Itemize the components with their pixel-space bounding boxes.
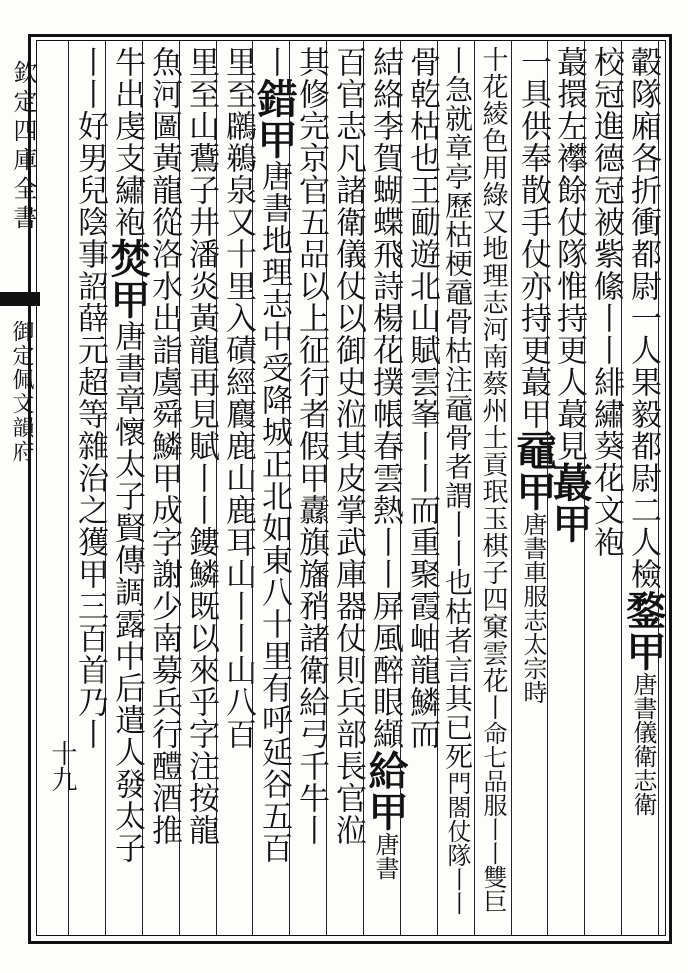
column-rule [547, 40, 548, 936]
headword: 錯甲 [251, 78, 298, 160]
column-rule [658, 40, 659, 936]
text-column [478, 46, 508, 913]
annotation-text: 命七品服丨丨雙巨 [479, 721, 507, 913]
annotation-text: 唐書儀衛志衛 [629, 672, 657, 816]
column-text: 其修完京官五品以上征行者假甲纛旗旛矟諸衛給弓千牛丨 [293, 46, 329, 846]
column-text: 轂隊廂各折衝都尉一人果毅都尉二人 [625, 46, 661, 558]
column-rule [621, 40, 622, 936]
text-column [362, 46, 409, 880]
column-rule [216, 40, 217, 936]
column-rule [363, 40, 364, 936]
text-column [620, 46, 667, 816]
fish-tail-mark [0, 292, 40, 306]
text-column [404, 46, 440, 750]
margin-book-title: 御定佩文韻府 [9, 320, 34, 464]
column-text: 里至山鷰子井潘炎黃龍再見賦丨丨鏤鱗既以來乎字注按龍 [183, 46, 219, 846]
text-column [293, 46, 329, 846]
column-text: 絛 [588, 270, 624, 302]
column-rule [326, 40, 327, 936]
column-rule [437, 40, 438, 936]
column-rule [179, 40, 180, 936]
column-text: 丨丨緋繡葵花文袍 [588, 302, 624, 558]
column-text: 結絡李賀蝴蝶飛詩楊花撲帳春雲熱丨丨屏風醉眼纈 [367, 46, 403, 750]
column-text: 丨 [256, 46, 292, 78]
column-text: 檢 [625, 558, 661, 590]
text-column [510, 46, 557, 704]
column-rule [474, 40, 475, 936]
column-rule [68, 40, 69, 936]
column-text: 丨丨好男兒 [72, 46, 108, 206]
column-text: 魚河圖黃龍從洛水出詣虞舜鱗甲成字謝少南募兵行醴酒推 [146, 46, 182, 846]
column-rule [105, 40, 106, 936]
folio-number: 十九 [47, 740, 77, 792]
column-rule [511, 40, 512, 936]
text-column [220, 46, 256, 750]
text-column [183, 46, 219, 846]
text-column [251, 46, 298, 864]
column-text: 丨急就章亭歷枯梗黿骨枯注黿骨者謂丨丨也枯者言其已死 [441, 46, 474, 771]
text-column [441, 46, 473, 915]
column-text: 蕞擐左襻餘仗隊惟持更人 [551, 46, 587, 398]
column-text: 唐書地理志中受降城正北如東八十里有呼延谷五百 [256, 160, 292, 864]
column-text: 陰事詔薛元超等雜治之獲甲三百首乃丨 [72, 206, 108, 750]
column-text: 十花綾色用綠又地理志河南蔡州土貢珉玉棋子四窠雲花丨 [478, 46, 508, 721]
column-text: 一具供奉散手仗亦持更蕞甲 [515, 46, 551, 430]
column-rule [289, 40, 290, 936]
headword: 給甲 [362, 750, 409, 832]
text-column [588, 46, 624, 558]
column-text: 蕞 [551, 398, 587, 430]
column-text: 牛出虔支繡袍 [109, 46, 145, 238]
column-text: 見 [551, 430, 587, 462]
text-column [146, 46, 182, 846]
column-rule [252, 40, 253, 936]
text-column [330, 46, 366, 846]
column-text: 校冠進德冠被紫 [588, 46, 624, 270]
column-text: 骨乾枯也王勔遊北山賦雲峯丨丨而重聚霞岫龍鱗而 [404, 46, 440, 750]
column-text: 里至鸊鵜泉又十里入磧經麚鹿山鹿耳山丨丨山八百 [220, 46, 256, 750]
column-rule [584, 40, 585, 936]
headword: 鍪甲 [620, 590, 667, 672]
annotation-text: 門閤仗隊丨丨 [443, 771, 471, 915]
annotation-text: 唐書 [371, 832, 399, 880]
text-column [104, 46, 151, 864]
margin-header: 欽定四庫全書 [9, 60, 37, 234]
headword: 焚甲 [104, 238, 151, 320]
column-text: 百官志凡諸衛儀仗以御史涖其皮掌武庫器仗則兵部長官涖 [330, 46, 366, 846]
headword: 蕞甲 [546, 462, 593, 544]
annotation-text: 唐書車服志太宗時 [519, 512, 547, 704]
text-column [72, 46, 108, 750]
column-text: 唐書章懷太子賢傳調露中后遣人發太子 [109, 320, 145, 864]
column-rule [400, 40, 401, 936]
column-rule [142, 40, 143, 936]
headword: 黿甲 [510, 430, 557, 512]
